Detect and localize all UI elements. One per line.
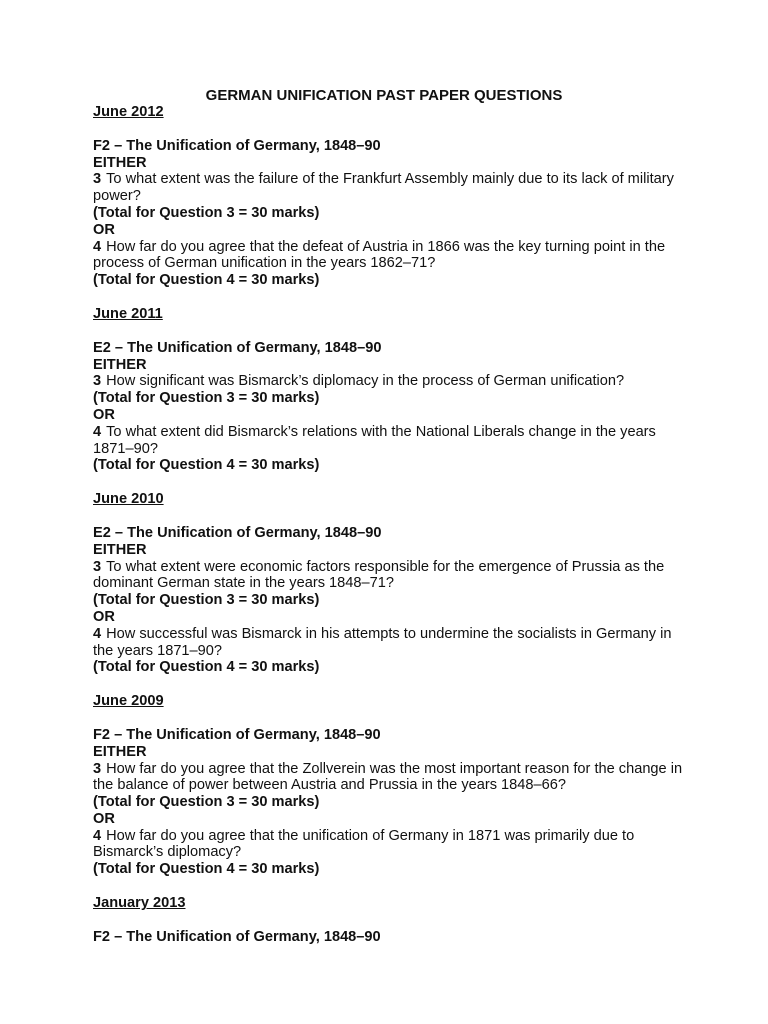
question-4-total: (Total for Question 4 = 30 marks)	[93, 272, 320, 289]
exam-date: June 2009	[93, 693, 164, 710]
question-number: 4	[93, 238, 102, 255]
question-3	[93, 171, 693, 205]
unit-heading: F2 – The Unification of Germany, 1848–90	[93, 726, 381, 743]
question-number: 3	[93, 558, 102, 575]
question-number: 3	[93, 373, 102, 390]
question-4	[93, 828, 693, 862]
or-label: OR	[93, 608, 115, 625]
exam-date: January 2013	[93, 895, 186, 912]
question-3-total: (Total for Question 3 = 30 marks)	[93, 592, 320, 609]
question-text: To what extent did Bismarck’s relations with the National Liberals change in the years 1871–90?	[93, 423, 656, 457]
question-number: 4	[93, 423, 102, 440]
question-text: How successful was Bismarck in his attempts to undermine the socialists in Germany in the years 1871–90?	[93, 625, 672, 659]
either-label: EITHER	[93, 356, 147, 373]
or-label: OR	[93, 406, 115, 423]
exam-date: June 2012	[93, 104, 164, 120]
question-4	[93, 239, 693, 273]
exam-section-june-2010	[93, 491, 693, 676]
exam-section-june-2012	[93, 104, 693, 289]
question-4	[93, 626, 693, 660]
question-number: 3	[93, 760, 102, 777]
exam-date: June 2010	[93, 491, 164, 508]
question-4-total: (Total for Question 4 = 30 marks)	[93, 457, 320, 474]
question-3	[93, 559, 693, 593]
or-label: OR	[93, 810, 115, 827]
document-title: GERMAN UNIFICATION PAST PAPER QUESTIONS	[205, 87, 563, 104]
either-label: EITHER	[93, 541, 147, 558]
or-label: OR	[93, 221, 115, 238]
question-3-total: (Total for Question 3 = 30 marks)	[93, 204, 320, 221]
question-number: 3	[93, 171, 102, 188]
exam-section-june-2009	[93, 693, 693, 878]
either-label: EITHER	[93, 154, 147, 171]
either-label: EITHER	[93, 743, 147, 760]
question-3	[93, 761, 693, 795]
unit-heading: E2 – The Unification of Germany, 1848–90	[93, 524, 382, 541]
question-text: To what extent was the failure of the Frankfurt Assembly mainly due to its lack of military power?	[93, 171, 674, 205]
question-text: How far do you agree that the Zollverein was the most important reason for the change in the balance of power between Austria and Prussia in the years 1848–66?	[93, 760, 683, 794]
exam-section-june-2011	[93, 306, 693, 474]
unit-heading: F2 – The Unification of Germany, 1848–90	[93, 137, 381, 154]
question-3	[93, 373, 693, 390]
unit-heading: E2 – The Unification of Germany, 1848–90	[93, 339, 382, 356]
question-4-total: (Total for Question 4 = 30 marks)	[93, 861, 320, 878]
question-4-total: (Total for Question 4 = 30 marks)	[93, 659, 320, 676]
question-text: How significant was Bismarck’s diplomacy in the process of German unification?	[106, 373, 625, 390]
exam-section-january-2013	[93, 895, 693, 946]
unit-heading: F2 – The Unification of Germany, 1848–90	[93, 928, 381, 945]
document-body	[93, 104, 693, 946]
question-3-total: (Total for Question 3 = 30 marks)	[93, 794, 320, 811]
question-text: To what extent were economic factors responsible for the emergence of Prussia as the dominant German state in the years 1848–71?	[93, 558, 665, 592]
question-text: How far do you agree that the unification of Germany in 1871 was primarily due to Bismarck’s diplomacy?	[93, 827, 635, 861]
exam-date: June 2011	[93, 305, 163, 322]
question-3-total: (Total for Question 3 = 30 marks)	[93, 390, 320, 407]
question-4	[93, 424, 693, 458]
question-number: 4	[93, 827, 102, 844]
question-number: 4	[93, 625, 102, 642]
question-text: How far do you agree that the defeat of Austria in 1866 was the key turning point in the process of German unification in the years 1862–71?	[93, 238, 666, 272]
